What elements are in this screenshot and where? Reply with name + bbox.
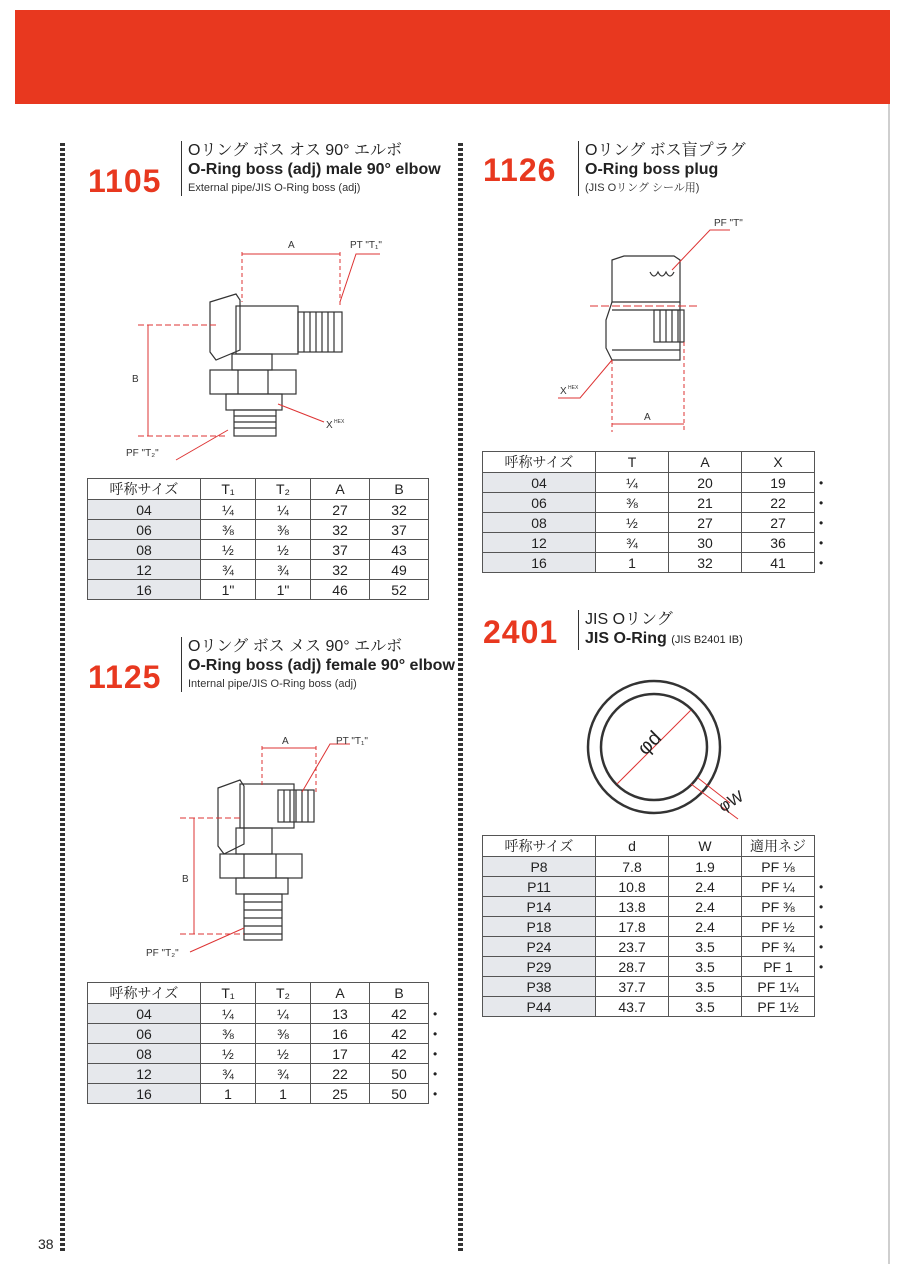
diagram-1126 xyxy=(550,210,800,435)
spec-table-2401 xyxy=(482,835,836,1017)
column-header: B xyxy=(370,479,429,500)
row-marker xyxy=(429,520,450,540)
table-row xyxy=(88,520,450,540)
title-block-2401 xyxy=(578,610,825,650)
size-cell: P29 xyxy=(483,957,596,977)
column-header: 呼称サイズ xyxy=(483,452,596,473)
table-cell: ¼ xyxy=(596,473,669,493)
dim-b-label: B xyxy=(182,874,189,885)
row-marker: • xyxy=(815,533,836,553)
marker-column-header xyxy=(815,836,836,857)
table-cell: 1 xyxy=(256,1084,311,1104)
table-cell: ¾ xyxy=(596,533,669,553)
w-label: φW xyxy=(716,788,747,816)
row-marker xyxy=(429,500,450,520)
table-cell: PF ⅛ xyxy=(742,857,815,877)
table-cell: 50 xyxy=(370,1084,429,1104)
product-code-1105: 1105 xyxy=(88,163,162,199)
size-cell: 08 xyxy=(88,1044,201,1064)
size-cell: 12 xyxy=(483,533,596,553)
size-cell: 06 xyxy=(88,1024,201,1044)
table-cell: 3.5 xyxy=(669,977,742,997)
product-code-1126: 1126 xyxy=(483,152,557,188)
row-marker: • xyxy=(429,1024,450,1044)
table-cell: 37 xyxy=(311,540,370,560)
table-row xyxy=(88,1004,450,1024)
size-cell: 08 xyxy=(483,513,596,533)
column-header: T xyxy=(596,452,669,473)
table-cell: 1 xyxy=(596,553,669,573)
table-cell: 42 xyxy=(370,1024,429,1044)
table-header-row xyxy=(88,479,450,500)
table-header-row xyxy=(88,983,450,1004)
table-cell: 52 xyxy=(370,580,429,600)
size-cell: P44 xyxy=(483,997,596,1017)
table-cell: 32 xyxy=(669,553,742,573)
table-row xyxy=(483,937,836,957)
table-cell: 1" xyxy=(256,580,311,600)
size-cell: 06 xyxy=(88,520,201,540)
column-header: d xyxy=(596,836,669,857)
table-cell: PF ¼ xyxy=(742,877,815,897)
table-row xyxy=(88,540,450,560)
table-cell: ½ xyxy=(256,1044,311,1064)
pf-label: PF "T₂" xyxy=(126,448,159,459)
column-header: 呼称サイズ xyxy=(88,983,201,1004)
pt-label: PT "T₁" xyxy=(350,240,382,251)
row-marker xyxy=(815,997,836,1017)
row-marker xyxy=(815,977,836,997)
table-cell: 43 xyxy=(370,540,429,560)
table-row xyxy=(88,1064,450,1084)
table-cell: 10.8 xyxy=(596,877,669,897)
table-cell: ⅜ xyxy=(201,1024,256,1044)
marker-column-header xyxy=(429,983,450,1004)
x-label: X xyxy=(326,420,333,431)
table-cell: ¾ xyxy=(256,560,311,580)
row-marker: • xyxy=(429,1004,450,1024)
table-row xyxy=(483,857,836,877)
table-row xyxy=(483,473,836,493)
table-cell: 32 xyxy=(311,520,370,540)
table-cell: ½ xyxy=(201,540,256,560)
table-cell: 17 xyxy=(311,1044,370,1064)
table-cell: 41 xyxy=(742,553,815,573)
size-cell: 16 xyxy=(88,1084,201,1104)
table-cell: 27 xyxy=(669,513,742,533)
size-cell: 04 xyxy=(88,500,201,520)
table-cell: 13 xyxy=(311,1004,370,1024)
column-header: X xyxy=(742,452,815,473)
column-header: A xyxy=(311,479,370,500)
row-marker: • xyxy=(815,897,836,917)
table-cell: ⅜ xyxy=(596,493,669,513)
table-cell: ¼ xyxy=(256,1004,311,1024)
size-cell: 06 xyxy=(483,493,596,513)
marker-column-header xyxy=(815,452,836,473)
table-row xyxy=(483,997,836,1017)
table-cell: 36 xyxy=(742,533,815,553)
size-cell: 16 xyxy=(88,580,201,600)
table-cell: PF 1½ xyxy=(742,997,815,1017)
right-column-rule xyxy=(458,143,463,1253)
dim-a-label: A xyxy=(282,736,289,747)
table-cell: 32 xyxy=(311,560,370,580)
x-label: X xyxy=(560,386,567,397)
spec-table-1126 xyxy=(482,451,836,573)
row-marker: • xyxy=(815,513,836,533)
column-header: T₂ xyxy=(256,983,311,1004)
size-cell: 08 xyxy=(88,540,201,560)
table-cell: ¼ xyxy=(201,500,256,520)
table-cell: 1.9 xyxy=(669,857,742,877)
table-cell: ¼ xyxy=(256,500,311,520)
diagram-1125 xyxy=(140,732,410,972)
table-cell: PF 1 xyxy=(742,957,815,977)
row-marker: • xyxy=(815,917,836,937)
size-cell: 04 xyxy=(483,473,596,493)
spec-table-1125 xyxy=(87,982,450,1104)
table-cell: ¾ xyxy=(201,560,256,580)
title-en: O-Ring boss plug xyxy=(585,161,719,178)
size-cell: 16 xyxy=(483,553,596,573)
row-marker: • xyxy=(815,553,836,573)
table-header-row xyxy=(483,836,836,857)
table-row xyxy=(483,957,836,977)
size-cell: P18 xyxy=(483,917,596,937)
dim-a-label: A xyxy=(644,412,651,423)
table-row xyxy=(483,533,836,553)
column-header: B xyxy=(370,983,429,1004)
table-cell: 28.7 xyxy=(596,957,669,977)
title-jp: Oリング ボス オス 90° エルボ xyxy=(188,142,402,159)
table-row xyxy=(483,897,836,917)
row-marker: • xyxy=(429,1044,450,1064)
left-column-rule xyxy=(60,143,65,1253)
table-row xyxy=(483,877,836,897)
table-cell: 20 xyxy=(669,473,742,493)
column-header: T₂ xyxy=(256,479,311,500)
subtitle: (JIS Oリング シール用) xyxy=(585,182,700,194)
table-row xyxy=(88,1044,450,1064)
row-marker: • xyxy=(815,473,836,493)
column-header: A xyxy=(311,983,370,1004)
table-cell: PF ¾ xyxy=(742,937,815,957)
table-cell: PF 1¼ xyxy=(742,977,815,997)
row-marker: • xyxy=(429,1084,450,1104)
table-cell: 1 xyxy=(201,1084,256,1104)
table-row xyxy=(483,493,836,513)
table-cell: 2.4 xyxy=(669,897,742,917)
row-marker xyxy=(429,560,450,580)
size-cell: 12 xyxy=(88,560,201,580)
table-cell: 30 xyxy=(669,533,742,553)
table-cell: 2.4 xyxy=(669,917,742,937)
title-jp: Oリング ボス メス 90° エルボ xyxy=(188,638,403,655)
table-cell: ¾ xyxy=(256,1064,311,1084)
size-cell: P38 xyxy=(483,977,596,997)
dim-a-label: A xyxy=(288,240,295,251)
table-cell: 43.7 xyxy=(596,997,669,1017)
table-cell: ½ xyxy=(596,513,669,533)
table-cell: 21 xyxy=(669,493,742,513)
row-marker: • xyxy=(429,1064,450,1084)
table-cell: ⅜ xyxy=(256,1024,311,1044)
row-marker: • xyxy=(815,877,836,897)
product-code-1125: 1125 xyxy=(88,659,162,695)
dim-b-label: B xyxy=(132,374,139,385)
diagram-2401 xyxy=(570,675,770,830)
table-row xyxy=(483,513,836,533)
size-cell: 04 xyxy=(88,1004,201,1024)
table-cell: 13.8 xyxy=(596,897,669,917)
table-row xyxy=(88,1024,450,1044)
table-cell: 23.7 xyxy=(596,937,669,957)
table-cell: ¾ xyxy=(201,1064,256,1084)
size-cell: P11 xyxy=(483,877,596,897)
d-label: φd xyxy=(633,727,666,760)
table-cell: PF ½ xyxy=(742,917,815,937)
title-block-1125 xyxy=(181,637,458,692)
table-cell: 22 xyxy=(742,493,815,513)
page-edge xyxy=(888,104,890,1264)
spec-table-1105 xyxy=(87,478,450,600)
column-header: T₁ xyxy=(201,983,256,1004)
title-jp: Oリング ボス盲プラグ xyxy=(585,142,746,159)
table-cell: 37 xyxy=(370,520,429,540)
hex-label: HEX xyxy=(334,419,345,425)
table-cell: 22 xyxy=(311,1064,370,1084)
table-row xyxy=(88,500,450,520)
table-cell: 1" xyxy=(201,580,256,600)
table-cell: 50 xyxy=(370,1064,429,1084)
subtitle: External pipe/JIS O-Ring boss (adj) xyxy=(188,182,361,194)
table-cell: 46 xyxy=(311,580,370,600)
hex-label: HEX xyxy=(568,385,579,391)
size-cell: 12 xyxy=(88,1064,201,1084)
table-cell: 3.5 xyxy=(669,957,742,977)
table-cell: 7.8 xyxy=(596,857,669,877)
table-cell: 3.5 xyxy=(669,997,742,1017)
table-cell: 27 xyxy=(742,513,815,533)
table-cell: 17.8 xyxy=(596,917,669,937)
table-row xyxy=(88,560,450,580)
table-cell: ½ xyxy=(201,1044,256,1064)
table-row xyxy=(483,917,836,937)
table-cell: PF ⅜ xyxy=(742,897,815,917)
title-block-1105 xyxy=(181,141,458,196)
table-cell: ⅜ xyxy=(256,520,311,540)
row-marker: • xyxy=(815,957,836,977)
marker-column-header xyxy=(429,479,450,500)
table-row xyxy=(483,977,836,997)
title-en: JIS O-Ring xyxy=(585,630,667,647)
row-marker xyxy=(429,580,450,600)
table-cell: 42 xyxy=(370,1044,429,1064)
column-header: T₁ xyxy=(201,479,256,500)
table-cell: ⅜ xyxy=(201,520,256,540)
table-cell: ½ xyxy=(256,540,311,560)
product-code-2401: 2401 xyxy=(483,614,559,650)
table-cell: ¼ xyxy=(201,1004,256,1024)
size-cell: P8 xyxy=(483,857,596,877)
subtitle: Internal pipe/JIS O-Ring boss (adj) xyxy=(188,678,357,690)
table-cell: 42 xyxy=(370,1004,429,1024)
table-cell: 37.7 xyxy=(596,977,669,997)
table-cell: 32 xyxy=(370,500,429,520)
table-cell: 27 xyxy=(311,500,370,520)
table-cell: 49 xyxy=(370,560,429,580)
title-jp: JIS Oリング xyxy=(585,611,673,628)
column-header: 呼称サイズ xyxy=(483,836,596,857)
column-header: W xyxy=(669,836,742,857)
pt-label: PT "T₁" xyxy=(336,736,368,747)
title-en: O-Ring boss (adj) female 90° elbow xyxy=(188,657,455,674)
size-cell: P14 xyxy=(483,897,596,917)
row-marker: • xyxy=(815,937,836,957)
table-row xyxy=(88,580,450,600)
header-band xyxy=(15,10,890,104)
table-cell: 3.5 xyxy=(669,937,742,957)
table-row xyxy=(483,553,836,573)
row-marker xyxy=(429,540,450,560)
table-cell: 25 xyxy=(311,1084,370,1104)
table-header-row xyxy=(483,452,836,473)
size-cell: P24 xyxy=(483,937,596,957)
table-row xyxy=(88,1084,450,1104)
row-marker xyxy=(815,857,836,877)
pf-label: PF "T₂" xyxy=(146,948,179,959)
pf-label: PF "T" xyxy=(714,218,743,229)
page-number: 38 xyxy=(38,1236,54,1252)
table-cell: 19 xyxy=(742,473,815,493)
table-cell: 16 xyxy=(311,1024,370,1044)
diagram-1105 xyxy=(118,232,418,472)
standard-ref: (JIS B2401 IB) xyxy=(671,634,743,646)
title-en: O-Ring boss (adj) male 90° elbow xyxy=(188,161,441,178)
row-marker: • xyxy=(815,493,836,513)
column-header: 呼称サイズ xyxy=(88,479,201,500)
table-cell: 2.4 xyxy=(669,877,742,897)
column-header: 適用ネジ xyxy=(742,836,815,857)
title-block-1126 xyxy=(578,141,825,196)
column-header: A xyxy=(669,452,742,473)
